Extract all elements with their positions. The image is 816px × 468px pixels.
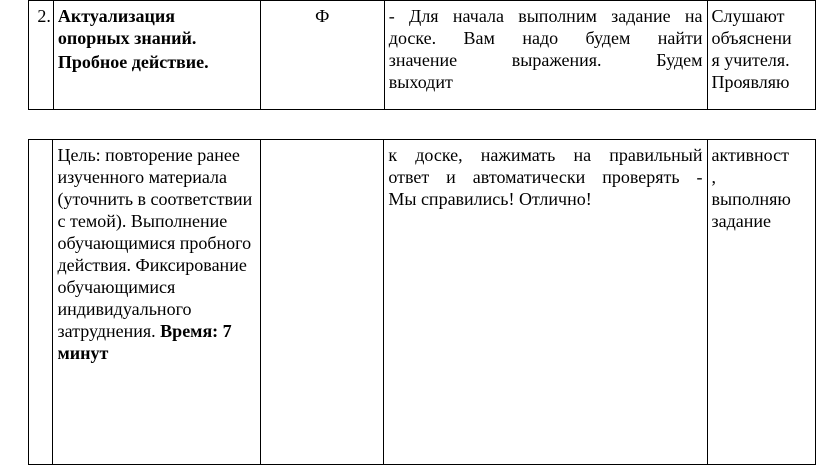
student-line: активност: [711, 145, 789, 165]
teacher-activity-cell: [384, 140, 707, 465]
teacher-line: выходит: [388, 72, 453, 92]
form-cell: [260, 1, 384, 110]
stage-line: Пробное действие.: [57, 52, 209, 72]
teacher-activity-cell: [384, 1, 707, 110]
lesson-table-bottom: [28, 139, 816, 465]
goal-text: Цель: повторение ранее изученного материала (уточнить в соответствии с темой). Выполнение обучающимися пробного действия. Фиксирование обучающимися индивидуального затруднения.: [57, 145, 253, 341]
row-number: [29, 140, 53, 465]
form-text: Ф: [315, 6, 330, 26]
teacher-line: значение выражения. Будем: [388, 50, 703, 70]
stage-line: Актуализация: [57, 6, 175, 26]
goal-time: Время: 7 минут: [57, 321, 232, 363]
student-line: выполняю: [711, 189, 791, 209]
table-row: [29, 1, 816, 110]
student-activity-cell: [707, 1, 815, 110]
teacher-line: - Для начала выполним задание на: [388, 6, 703, 26]
teacher-line: доске. Вам надо будем найти: [388, 28, 703, 48]
teacher-line: Мы справились! Отлично!: [388, 189, 592, 209]
student-activity-cell: [707, 140, 815, 465]
lesson-table-top: [28, 0, 816, 110]
teacher-line: ответ и автоматически проверять -: [388, 167, 703, 187]
form-cell: [260, 140, 384, 465]
row-number-text: 2.: [37, 6, 51, 26]
student-line: объяснени: [711, 28, 792, 48]
teacher-line: к доске, нажимать на правильный: [388, 145, 703, 165]
goal-cell: [53, 140, 260, 465]
student-line: Проявляю: [711, 72, 790, 92]
student-line: я учителя.: [711, 50, 790, 70]
stage-line: опорных знаний.: [57, 28, 197, 48]
table-row: [29, 140, 816, 465]
row-number: [29, 1, 54, 110]
student-line: ,: [711, 167, 717, 187]
student-line: Слушают: [711, 6, 785, 26]
student-line: задание: [711, 211, 772, 231]
stage-cell: [53, 1, 260, 110]
